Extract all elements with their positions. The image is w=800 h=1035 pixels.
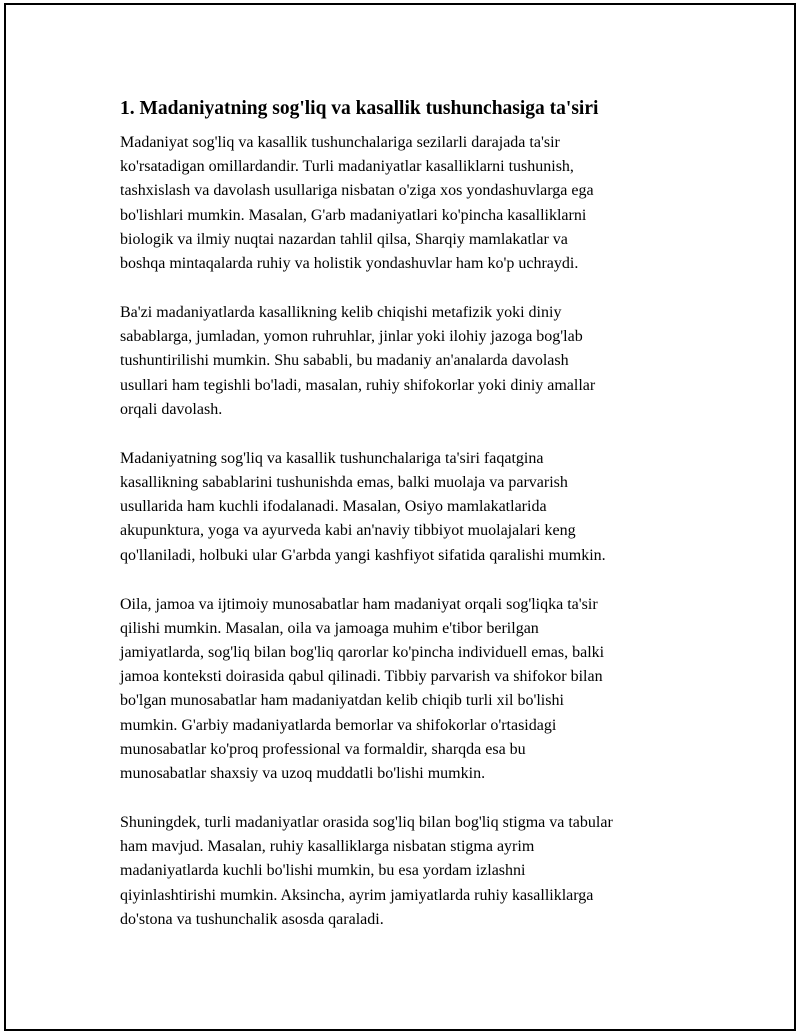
body-paragraph bbox=[120, 131, 700, 276]
body-paragraph bbox=[120, 301, 700, 422]
text-line: jamoa konteksti doirasida qabul qilinadi. Tibbiy parvarish va shifokor bilan bbox=[120, 668, 603, 686]
body-paragraph bbox=[120, 447, 700, 568]
text-line: qo'llaniladi, holbuki ular G'arbda yangi kashfiyot sifatida qaralishi mumkin. bbox=[120, 546, 606, 564]
document-page bbox=[4, 3, 796, 1031]
text-line: bo'lishlari mumkin. Masalan, G'arb madaniyatlari ko'pincha kasalliklarni bbox=[120, 206, 587, 224]
section-heading: 1. Madaniyatning sog'liq va kasallik tushunchasiga ta'siri bbox=[120, 98, 599, 119]
body-paragraph bbox=[120, 593, 700, 787]
text-line: jamiyatlarda, sog'liq bilan bog'liq qarorlar ko'pincha individuell emas, balki bbox=[120, 644, 605, 662]
text-line: kasallikning sabablarini tushunishda emas, balki muolaja va parvarish bbox=[120, 474, 568, 492]
text-line: qilishi mumkin. Masalan, oila va jamoaga muhim e'tibor berilgan bbox=[120, 619, 539, 637]
text-line: Madaniyatning sog'liq va kasallik tushunchalariga ta'siri faqatgina bbox=[120, 449, 544, 467]
text-line: bo'lgan munosabatlar ham madaniyatdan kelib chiqib turli xil bo'lishi bbox=[120, 692, 564, 710]
paragraph-list bbox=[120, 131, 700, 932]
text-line: boshqa mintaqalarda ruhiy va holistik yondashuvlar ham ko'p uchraydi. bbox=[120, 255, 579, 273]
text-line: sabablarga, jumladan, yomon ruhruhlar, jinlar yoki ilohiy jazoga bog'lab bbox=[120, 328, 583, 346]
text-line: orqali davolash. bbox=[120, 400, 223, 418]
document-body bbox=[120, 96, 700, 957]
text-line: ham mavjud. Masalan, ruhiy kasalliklarga nisbatan stigma ayrim bbox=[120, 838, 535, 856]
text-line: usullari ham tegishli bo'ladi, masalan, ruhiy shifokorlar yoki diniy amallar bbox=[120, 376, 596, 394]
text-line: mumkin. G'arbiy madaniyatlarda bemorlar va shifokorlar o'rtasidagi bbox=[120, 716, 557, 734]
text-line: akupunktura, yoga va ayurveda kabi an'naviy tibbiyot muolajalari keng bbox=[120, 522, 576, 540]
text-line: biologik va ilmiy nuqtai nazardan tahlil qilsa, Sharqiy mamlakatlar va bbox=[120, 230, 568, 248]
text-line: Madaniyat sog'liq va kasallik tushunchalariga sezilarli darajada ta'sir bbox=[120, 134, 560, 151]
text-line: madaniyatlarda kuchli bo'lishi mumkin, bu esa yordam izlashni bbox=[120, 862, 526, 880]
text-line: munosabatlar ko'proq professional va formaldir, sharqda esa bu bbox=[120, 740, 526, 758]
text-line: tashxislash va davolash usullariga nisbatan o'ziga xos yondashuvlarga ega bbox=[120, 182, 594, 200]
text-line: munosabatlar shaxsiy va uzoq muddatli bo'lishi mumkin. bbox=[120, 765, 486, 783]
text-line: Oila, jamoa va ijtimoiy munosabatlar ham madaniyat orqali sog'liqka ta'sir bbox=[120, 595, 598, 613]
text-line: ko'rsatadigan omillardandir. Turli madaniyatlar kasalliklarni tushunish, bbox=[120, 158, 574, 176]
body-paragraph bbox=[120, 811, 700, 932]
text-line: usullarida ham kuchli ifodalanadi. Masalan, Osiyo mamlakatlarida bbox=[120, 498, 547, 516]
text-line: do'stona va tushunchalik asosda qaraladi. bbox=[120, 910, 384, 928]
text-line: tushuntirilishi mumkin. Shu sababli, bu madaniy an'analarda davolash bbox=[120, 352, 569, 370]
text-line: Shuningdek, turli madaniyatlar orasida sog'liq bilan bog'liq stigma va tabular bbox=[120, 814, 613, 832]
text-line: qiyinlashtirishi mumkin. Aksincha, ayrim jamiyatlarda ruhiy kasalliklarga bbox=[120, 886, 594, 904]
text-line: Ba'zi madaniyatlarda kasallikning kelib chiqishi metafizik yoki diniy bbox=[120, 304, 562, 322]
